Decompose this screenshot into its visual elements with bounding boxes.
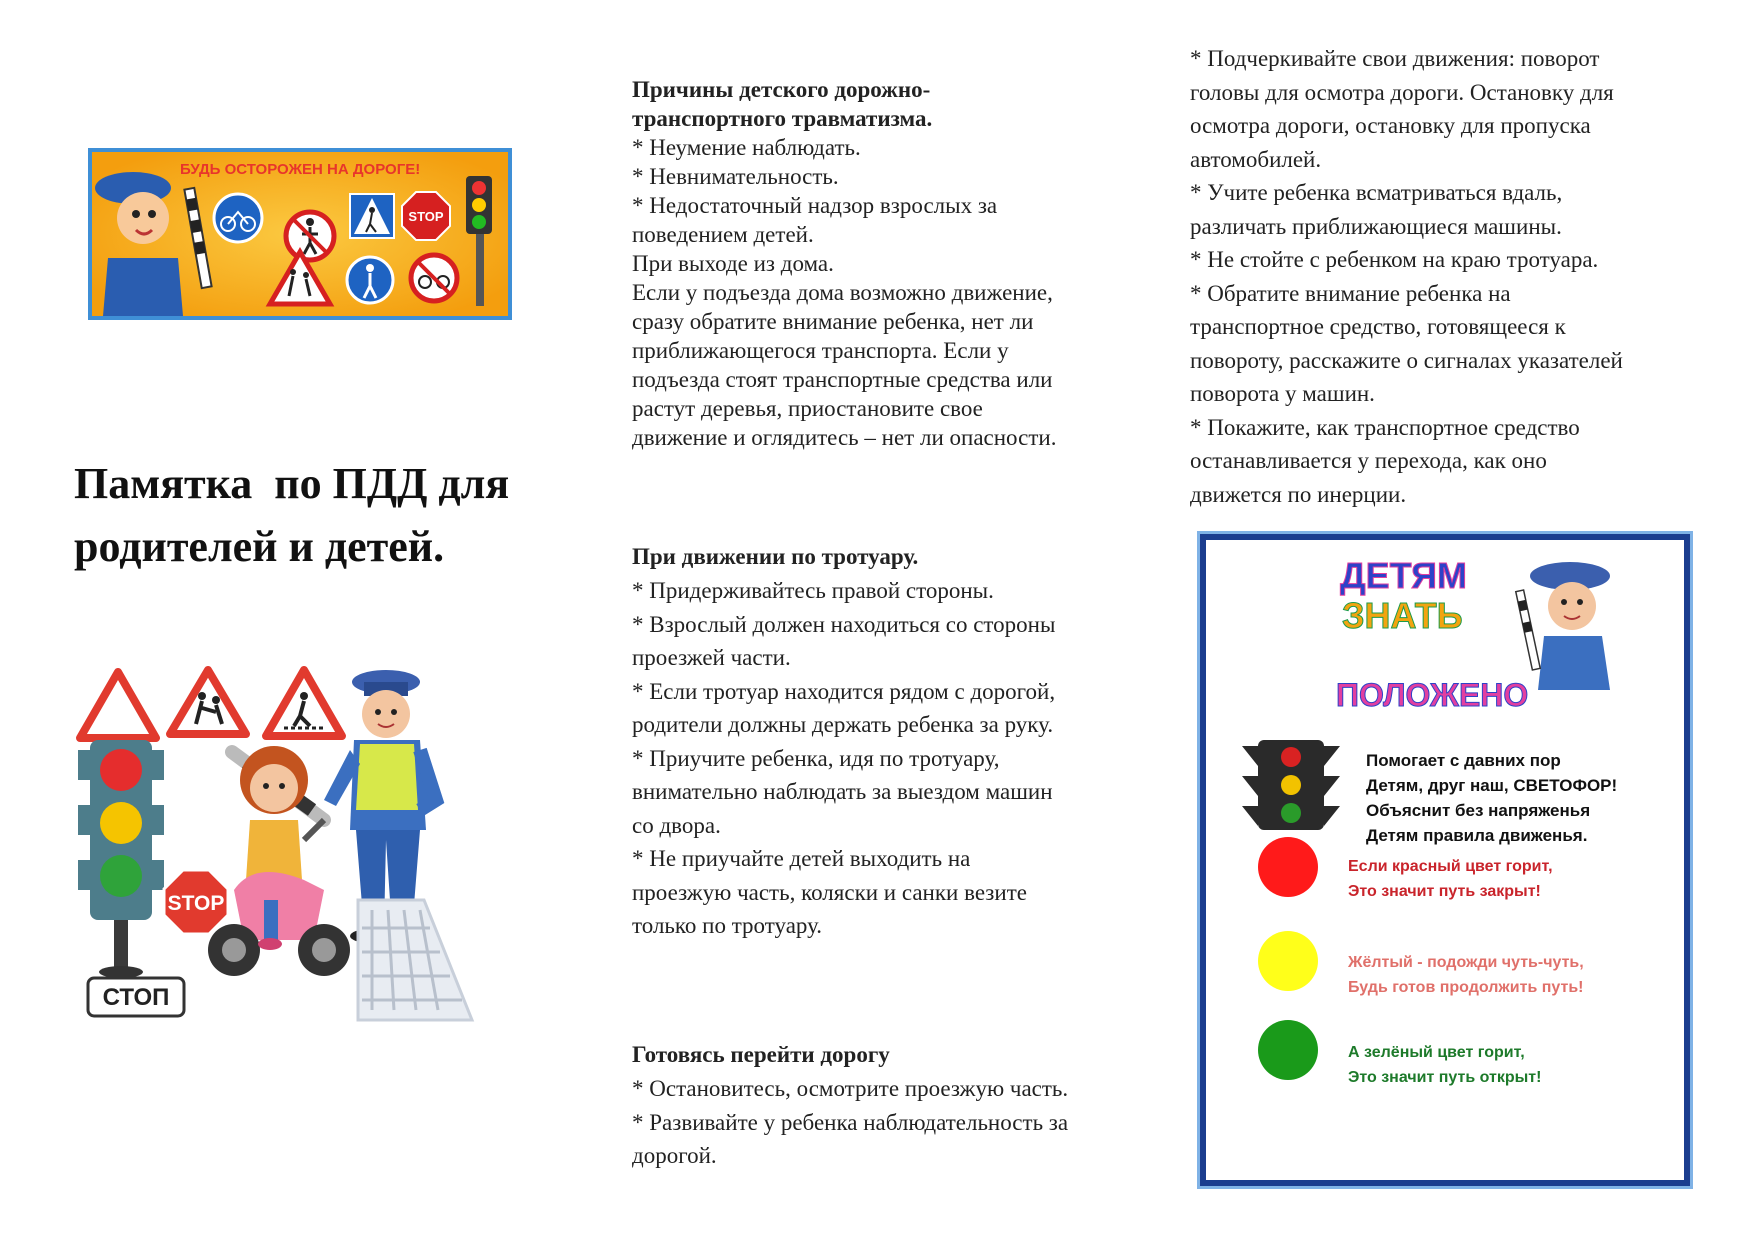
title-line-1: Памятка по ПДД для xyxy=(74,459,510,508)
poster-red-poem xyxy=(1348,854,1668,904)
traffic-light-poster xyxy=(1200,534,1690,1186)
text-line: родители должны держать ребенка за руку. xyxy=(632,712,1054,737)
text-line: * Взрослый должен находиться со стороны xyxy=(632,611,1056,637)
stop-plate-label: СТОП xyxy=(102,984,170,1011)
text-line: внимательно наблюдать за выездом машин xyxy=(632,779,1053,804)
text-line: * Недостаточный надзор взрослых за xyxy=(632,193,998,218)
text-line: останавливается у перехода, как оно xyxy=(1190,448,1547,473)
poster-yellow-poem xyxy=(1348,950,1668,1000)
poem-line: Будь готов продолжить путь! xyxy=(1348,979,1584,996)
poem-line: А зелёный цвет горит, xyxy=(1348,1044,1525,1061)
poem-line: Помогает с давних пор xyxy=(1366,751,1561,770)
text-line: * Покажите, как транспортное средство xyxy=(1190,414,1580,440)
pedestrian-crossing-sign-icon xyxy=(266,670,342,736)
text-line: Если у подъезда дома возможно движение, xyxy=(632,280,1053,305)
text-line: растут деревья, приостановите свое xyxy=(632,396,983,421)
green-light-icon xyxy=(1258,1020,1318,1080)
text-line: * Учите ребенка всматриваться вдаль, xyxy=(1190,180,1563,205)
text-line: приближающегося транспорта. Если у xyxy=(632,338,1009,363)
text-line: При выходе из дома. xyxy=(632,251,834,276)
poem-line: Детям, друг наш, СВЕТОФОР! xyxy=(1366,776,1618,795)
section-sidewalk xyxy=(632,542,1112,943)
poem-line: Если красный цвет горит, xyxy=(1348,858,1553,875)
section-crossing xyxy=(632,1040,1112,1173)
red-light-icon xyxy=(1258,837,1318,897)
crosswalk-icon xyxy=(358,900,472,1020)
banner-stop-label: STOP xyxy=(408,209,444,224)
text-line: осмотра дороги, остановку для пропуска xyxy=(1190,113,1591,138)
stop-plate-icon xyxy=(88,978,184,1016)
text-line: движется по инерции. xyxy=(1190,481,1407,507)
section-crossing-heading: Готовясь перейти дорогу xyxy=(632,1042,890,1067)
stop-sign-icon xyxy=(402,192,450,240)
text-line: поведением детей. xyxy=(632,222,814,247)
text-line: * Неумение наблюдать. xyxy=(632,135,861,160)
poster-title-line-1: ДЕТЯМ xyxy=(1340,555,1468,596)
pedestrian-path-sign-icon xyxy=(347,257,393,303)
text-line: различать приближающиеся машины. xyxy=(1190,213,1562,239)
poster-intro-poem xyxy=(1366,748,1666,848)
banner-text: БУДЬ ОСТОРОЖЕН НА ДОРОГЕ! xyxy=(180,161,421,178)
text-line: проезжей части. xyxy=(632,645,791,670)
section-causes xyxy=(632,75,1112,452)
yellow-light-icon xyxy=(1258,931,1318,991)
text-line: со двора. xyxy=(632,812,721,838)
text-line: проезжую часть, коляски и санки везите xyxy=(632,879,1027,905)
text-line: * Невнимательность. xyxy=(632,164,839,189)
section-sidewalk-heading: При движении по тротуару. xyxy=(632,544,919,569)
poster-green-poem xyxy=(1348,1040,1668,1090)
stop-sign-label: STOP xyxy=(167,892,225,915)
text-line: подъезда стоят транспортные средства или xyxy=(632,367,1053,392)
section-tips xyxy=(1190,42,1710,511)
text-line: * Придерживайтесь правой стороны. xyxy=(632,578,994,603)
poem-line: Детям правила движенья. xyxy=(1366,826,1588,845)
crosswalk-sign-icon xyxy=(350,194,394,238)
text-line: сразу обратите внимание ребенка, нет ли xyxy=(632,309,1034,334)
text-line: только по тротуару. xyxy=(632,913,823,938)
section-causes-heading-2: транспортного травматизма. xyxy=(632,106,933,131)
text-line: * Обратите внимание ребенка на xyxy=(1190,280,1511,306)
traffic-scene-svg xyxy=(74,660,544,1050)
text-line: * Развивайте у ребенка наблюдательность за xyxy=(632,1109,1069,1135)
text-line: движение и оглядитесь – нет ли опасности. xyxy=(632,425,1057,450)
text-line: * Остановитесь, осмотрите проезжую часть. xyxy=(632,1076,1069,1101)
stop-sign-icon xyxy=(164,870,228,934)
text-line: дорогой. xyxy=(632,1143,717,1168)
text-line: поворота у машин. xyxy=(1190,381,1375,406)
girl-on-scooter-icon xyxy=(208,746,350,976)
text-line: * Подчеркивайте свои движения: поворот xyxy=(1190,46,1600,71)
text-line: * Если тротуар находится рядом с дорогой, xyxy=(632,678,1056,704)
page-title xyxy=(74,452,594,578)
poem-line: Это значит путь открыт! xyxy=(1348,1069,1542,1086)
poster-traffic-light-icon xyxy=(1242,740,1340,830)
poem-line: Жёлтый - подожди чуть-чуть, xyxy=(1348,954,1584,971)
no-bicycles-sign-icon xyxy=(411,255,457,301)
text-line: головы для осмотра дороги. Остановку для xyxy=(1190,79,1614,105)
text-line: повороту, расскажите о сигналах указателей xyxy=(1190,347,1623,373)
text-line: * Приучите ребенка, идя по тротуару, xyxy=(632,745,1000,771)
traffic-scene-illustration xyxy=(74,660,544,1050)
traffic-light-icon xyxy=(78,740,164,978)
banner-illustration xyxy=(88,148,512,320)
title-line-2: родителей и детей. xyxy=(74,522,445,571)
section-causes-heading-1: Причины детского дорожно- xyxy=(632,77,931,102)
text-line: транспортное средство, готовящееся к xyxy=(1190,314,1566,339)
poster-policeman-icon xyxy=(1516,562,1610,690)
road-safety-banner xyxy=(88,148,512,320)
no-pedestrians-sign-icon xyxy=(286,212,334,260)
poem-line: Это значит путь закрыт! xyxy=(1348,883,1541,900)
warning-sign-icon xyxy=(80,672,156,738)
text-line: автомобилей. xyxy=(1190,146,1322,172)
bicycle-sign-icon xyxy=(214,194,262,242)
text-line: * Не стойте с ребенком на краю тротуара. xyxy=(1190,247,1599,272)
poster-title-line-3: ПОЛОЖЕНО xyxy=(1336,677,1529,713)
children-sign-icon xyxy=(170,670,246,734)
poem-line: Объяснит без напряженья xyxy=(1366,801,1591,820)
poster-title-line-2: ЗНАТЬ xyxy=(1342,595,1463,636)
text-line: * Не приучайте детей выходить на xyxy=(632,846,971,871)
